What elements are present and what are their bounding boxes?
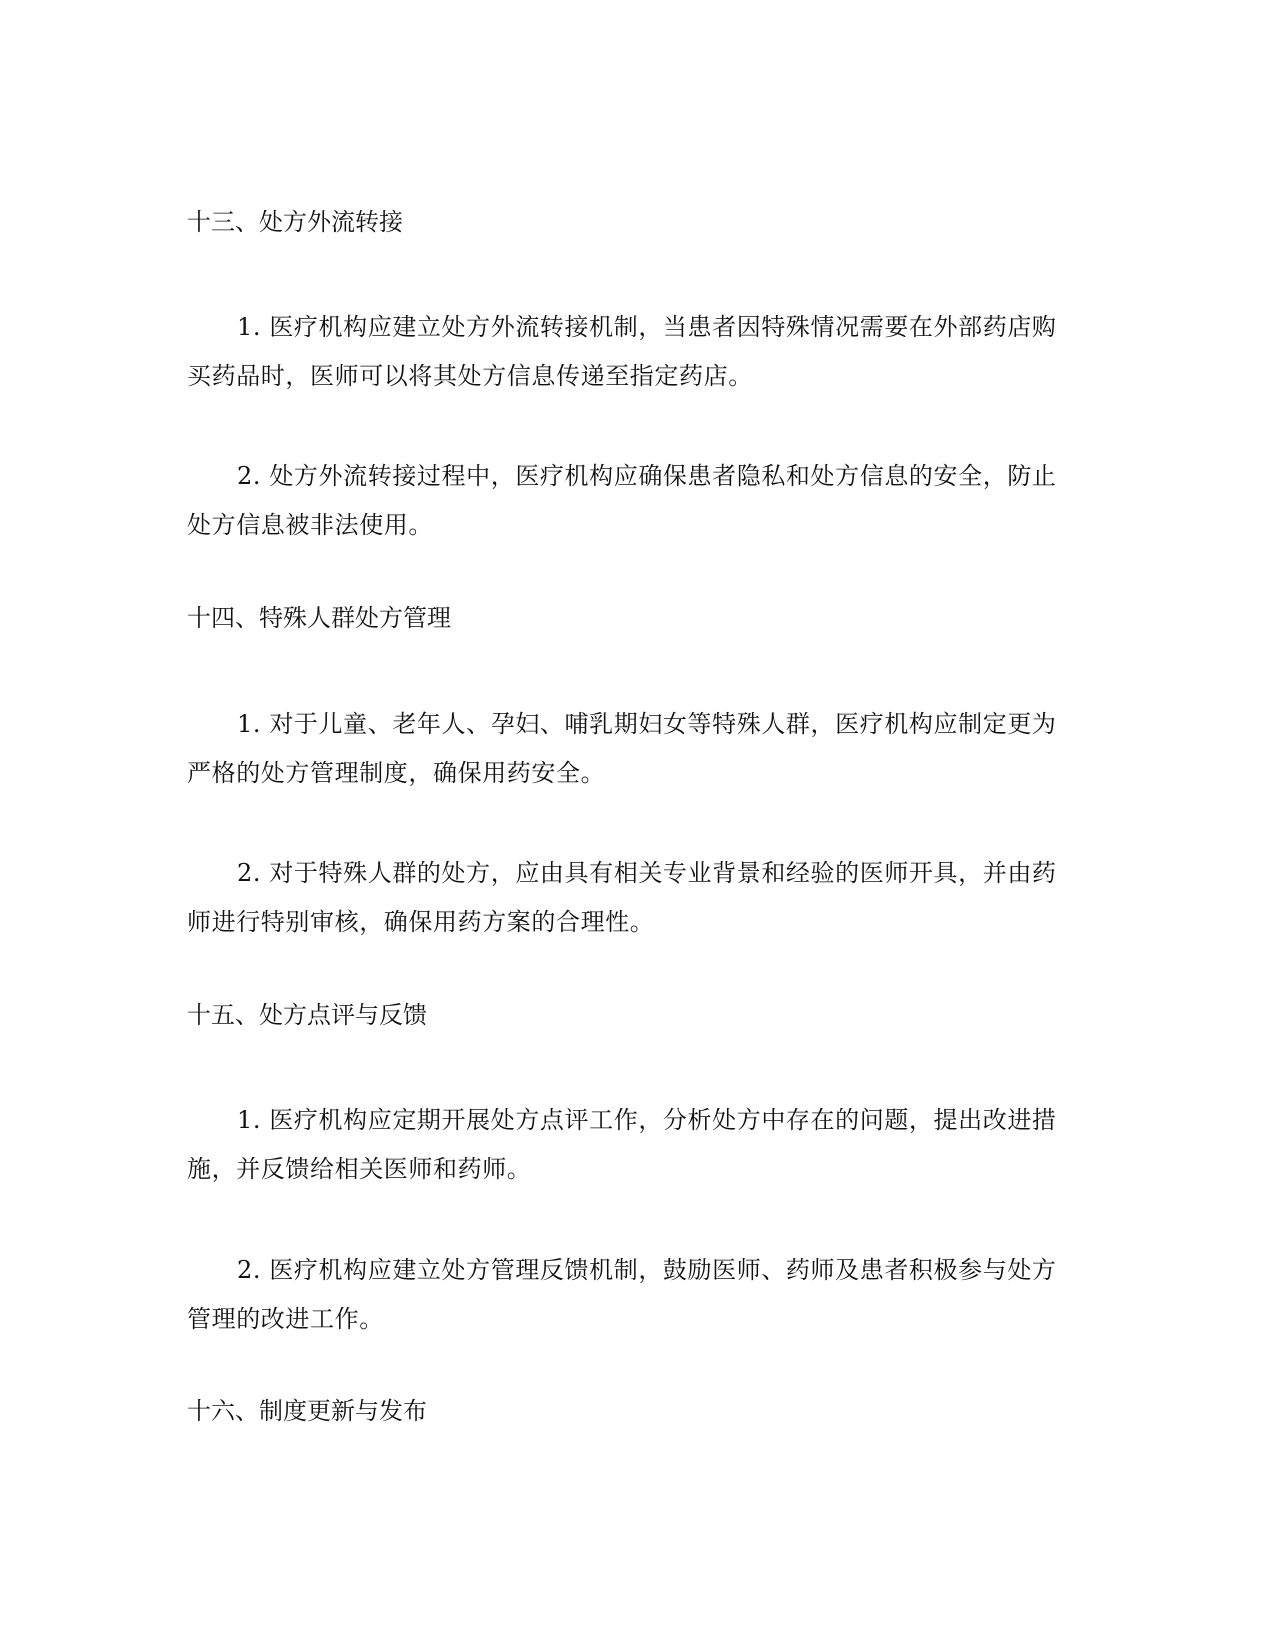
section-heading-14: 十四、特殊人群处方管理 [187,604,451,632]
section-13-item-1: 1. 医疗机构应建立处方外流转接机制，当患者因特殊情况需要在外部药店购买药品时，医师可以将其处方信息传递至指定药店。 [187,313,1057,390]
section-heading-13: 十三、处方外流转接 [187,208,403,236]
section-15-item-2: 2. 医疗机构应建立处方管理反馈机制，鼓励医师、药师及患者积极参与处方管理的改进工作。 [187,1256,1057,1333]
section-heading-15: 十五、处方点评与反馈 [187,1001,427,1029]
section-13-item-2: 2. 处方外流转接过程中，医疗机构应确保患者隐私和处方信息的安全，防止处方信息被非法使用。 [187,462,1057,539]
section-14-item-1: 1. 对于儿童、老年人、孕妇、哺乳期妇女等特殊人群，医疗机构应制定更为严格的处方管理制度，确保用药安全。 [187,710,1057,787]
section-heading-16: 十六、制度更新与发布 [187,1397,427,1425]
section-14-item-2: 2. 对于特殊人群的处方，应由具有相关专业背景和经验的医师开具，并由药师进行特别审核，确保用药方案的合理性。 [187,859,1057,936]
section-15-item-1: 1. 医疗机构应定期开展处方点评工作，分析处方中存在的问题，提出改进措施，并反馈给相关医师和药师。 [187,1106,1057,1183]
